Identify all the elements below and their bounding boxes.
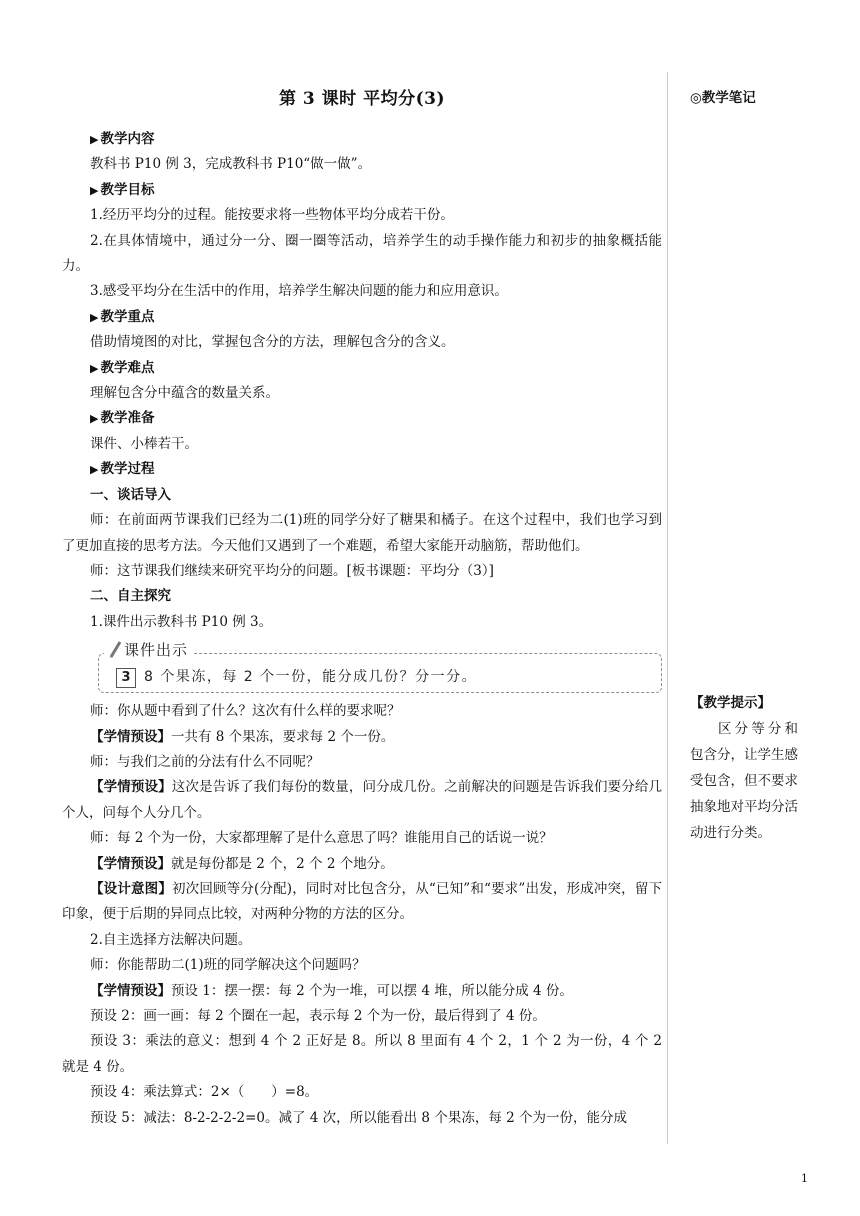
paragraph: 2.自主选择方法解决问题。 — [90, 931, 252, 948]
column-divider — [667, 72, 668, 1144]
page-number: 1 — [801, 1172, 808, 1185]
goal-item: 2.在具体情境中，通过分一分、圈一圈等活动，培养学生的动手操作能力和初步的抽象概括能力。 — [62, 232, 662, 275]
paragraph: 【设计意图】初次回顾等分(分配)，同时对比包含分，从“已知”和“要求”出发，形成冲突，留下印象，便于后期的异同点比较，对两种分物的方法的区分。 — [62, 880, 663, 923]
preparation-text: 课件、小棒若干。 — [90, 435, 198, 452]
difficulty-text: 理解包含分中蕴含的数量关系。 — [90, 385, 279, 402]
triangle-bullet-icon: ▶ — [90, 361, 99, 375]
paragraph: 师：你能帮助二(1)班的同学解决这个问题吗？ — [90, 957, 366, 974]
paragraph: 预设 5：减法：8-2-2-2-2=0。减了 4 次，所以能看出 8 个果冻，每 2 个为一份，能分成 — [90, 1109, 627, 1126]
triangle-bullet-icon: ▶ — [90, 133, 99, 146]
tips-title: 【教学提示】 — [690, 695, 771, 711]
paragraph: 师：你从题中看到了什么？这次有什么样的要求呢？ — [90, 703, 401, 720]
teaching-tips — [690, 690, 798, 846]
example-text: 8 个果冻，每 2 个一份，能分成几份？分一分。 — [144, 669, 478, 686]
paragraph: 【学情预设】预设 1：摆一摆：每 2 个为一堆，可以摆 4 堆，所以能分成 4 份。 — [90, 982, 573, 999]
paragraph: 师：与我们之前的分法有什么不同呢？ — [90, 753, 320, 770]
paragraph: 预设 2：画一画：每 2 个圈在一起，表示每 2 个为一份，最后得到了 4 份。 — [90, 1008, 546, 1024]
paragraph: 【学情预设】就是每份都是 2 个，2 个 2 个地分。 — [90, 855, 394, 872]
paragraph: 师：这节课我们继续来研究平均分的问题。[板书课题：平均分（3）] — [90, 562, 494, 579]
paragraph: 【学情预设】这次是告诉了我们每份的数量，问分成几份。之前解决的问题是告诉我们要分给几个人，问每个人分几个。 — [62, 779, 663, 821]
key-point-text: 借助情境图的对比，掌握包含分的方法，理解包含分的含义。 — [90, 334, 455, 351]
triangle-bullet-icon: ▶ — [90, 310, 99, 324]
goal-item: 1.经历平均分的过程。能按要求将一些物体平均分成若干份。 — [90, 207, 454, 224]
paragraph: 师：每 2 个为一份，大家都理解了是什么意思了吗？谁能用自己的话说一说？ — [90, 830, 553, 847]
section-heading: ▶ 教学内容 — [90, 131, 155, 147]
content-text: 教科书 P10 例 3，完成教科书 P10“做一做”。 — [90, 156, 372, 173]
example-problem — [116, 666, 477, 688]
part-heading: 一、谈话导入 — [90, 486, 171, 503]
pencil-icon — [108, 640, 122, 658]
section-heading: ▶ 教学难点 — [90, 359, 155, 376]
teaching-notes-heading: ◎教学笔记 — [690, 90, 756, 106]
section-heading: ▶ 教学过程 — [90, 461, 155, 478]
courseware-label: 课件出示 — [104, 639, 194, 660]
paragraph: 师：在前面两节课我们已经为二(1)班的同学分好了糖果和橘子。在这个过程中，我们也学习到了更加直接的思考方法。今天他们又遇到了一个难题，希望大家能开动脑筋，帮助他们。 — [62, 512, 662, 554]
lesson-body — [62, 78, 662, 1131]
section-heading: ▶ 教学准备 — [90, 410, 155, 427]
paragraph: 预设 4：乘法算式：2×（ ）=8。 — [90, 1084, 319, 1101]
goal-item: 3.感受平均分在生活中的作用，培养学生解决问题的能力和应用意识。 — [90, 283, 508, 300]
courseware-box — [98, 639, 662, 693]
part-heading: 二、自主探究 — [90, 588, 171, 605]
tips-body: 区分等分和包含分，让学生感受包含，但不要求抽象地对平均分活动进行分类。 — [690, 721, 798, 841]
section-heading: ▶ 教学重点 — [90, 308, 155, 325]
example-number-badge: 3 — [116, 668, 136, 688]
paragraph: 预设 3：乘法的意义：想到 4 个 2 正好是 8。所以 8 里面有 4 个 2，1 个 2 为一份，4 个 2 就是 4 份。 — [62, 1033, 662, 1075]
paragraph: 1.课件出示教科书 P10 例 3。 — [90, 613, 273, 630]
section-heading: ▶ 教学目标 — [90, 181, 155, 198]
triangle-bullet-icon: ▶ — [90, 183, 99, 197]
triangle-bullet-icon: ▶ — [90, 412, 99, 426]
triangle-bullet-icon: ▶ — [90, 463, 99, 477]
paragraph: 【学情预设】一共有 8 个果冻，要求每 2 个一份。 — [90, 728, 395, 745]
page-title: 第 3 课时 平均分(3) — [279, 89, 445, 109]
